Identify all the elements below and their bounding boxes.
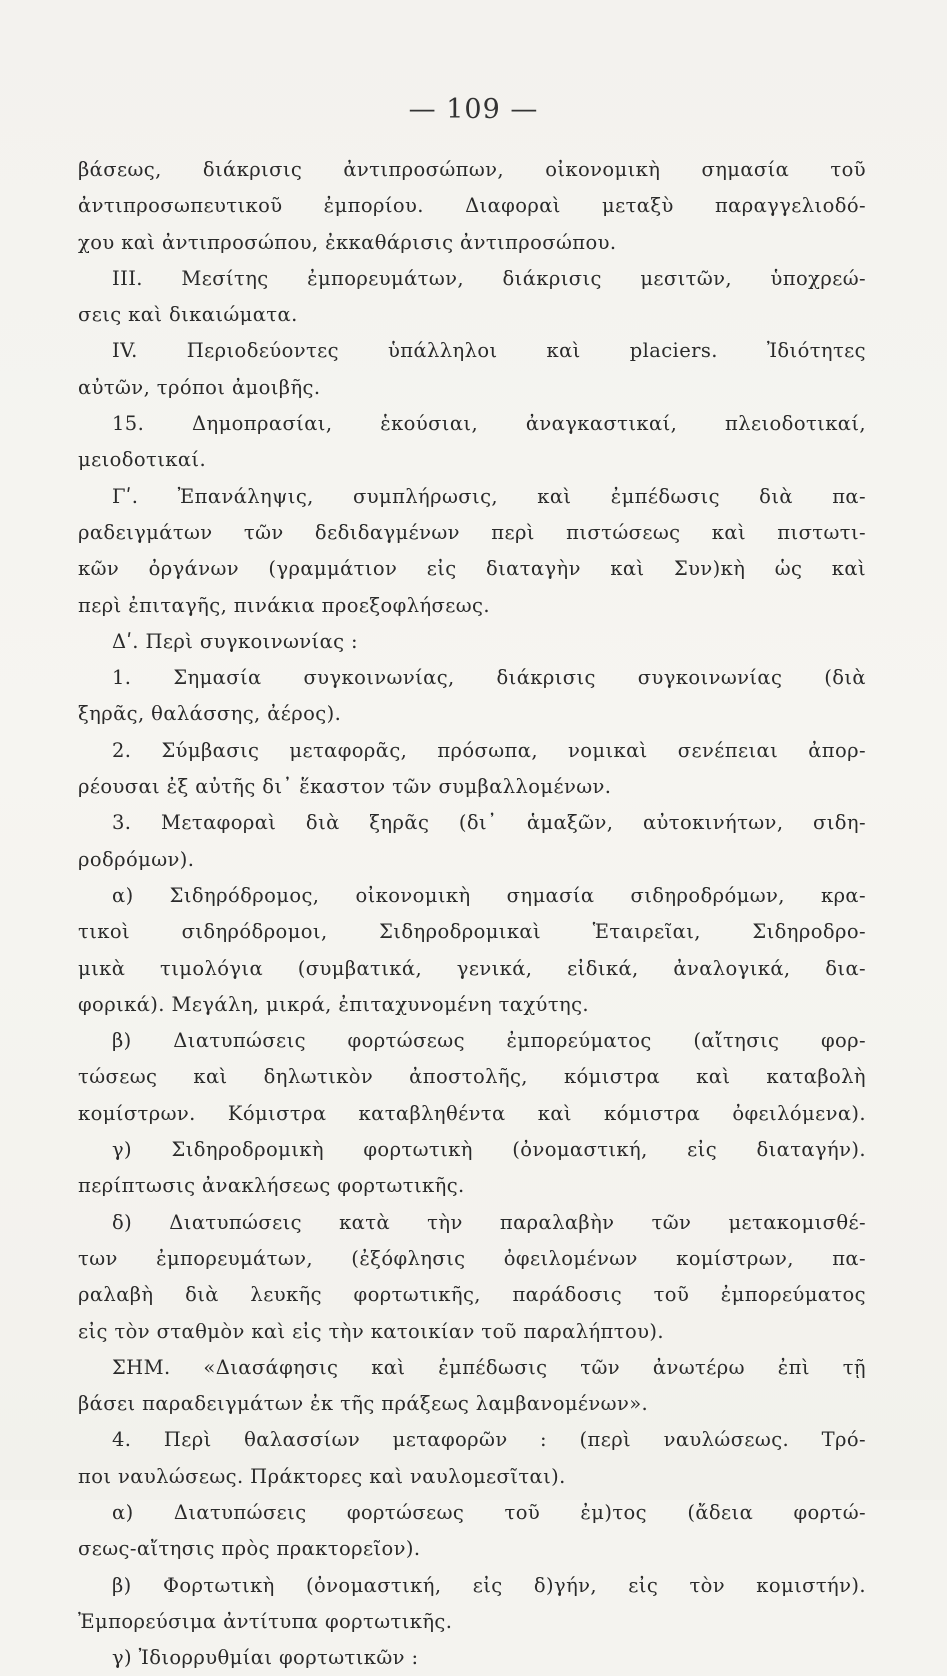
text-line: δ) Διατυπώσεις κατὰ τὴν παραλαβὴν τῶν μετακομισθέ- xyxy=(112,1210,866,1234)
text-line: των ἐμπορευμάτων, (ἐξόφλησις ὀφειλομένων κομίστρων, πα- xyxy=(78,1246,866,1270)
text-line: μικὰ τιμολόγια (συμβατικά, γενικά, εἰδικά, ἀναλογικά, δια- xyxy=(78,956,866,980)
text-line: αὐτῶν, τρόποι ἀμοιβῆς. xyxy=(78,375,321,399)
text-line: κῶν ὀργάνων (γραμμάτιον εἰς διαταγὴν καὶ Συν)κὴ ὡς καὶ xyxy=(78,557,866,581)
text-line: 1. Σημασία συγκοινωνίας, διάκρισις συγκοινωνίας (διὰ xyxy=(112,666,866,690)
text-line: γ) Σιδηροδρομικὴ φορτωτικὴ (ὀνομαστική, εἰς διαταγήν). xyxy=(112,1138,866,1162)
text-line: κομίστρων. Κόμιστρα καταβληθέντα καὶ κόμιστρα ὀφειλόμενα). xyxy=(78,1101,866,1125)
text-line: ποι ναυλώσεως. Πράκτορες καὶ ναυλομεσῖται). xyxy=(78,1464,566,1488)
text-line: μειοδοτικαί. xyxy=(78,448,207,472)
text-line: 3. Μεταφοραὶ διὰ ξηρᾶς (δι᾽ ἁμαξῶν, αὐτοκινήτων, σιδη- xyxy=(112,811,866,835)
text-line: 2. Σύμβασις μεταφορᾶς, πρόσωπα, νομικαὶ σενέπειαι ἀπορ- xyxy=(112,738,866,762)
text-line: Γʹ. Ἐπανάληψις, συμπλήρωσις, καὶ ἐμπέδωσις διὰ πα- xyxy=(112,484,866,508)
text-line: εἰς τὸν σταθμὸν καὶ εἰς τὴν κατοικίαν τοῦ παραλήπτου). xyxy=(78,1319,664,1343)
text-line: ροδρόμων). xyxy=(78,847,195,871)
text-line: γ) Ἰδιορρυθμίαι φορτωτικῶν : xyxy=(112,1646,419,1670)
text-line: IV. Περιοδεύοντες ὑπάλληλοι καὶ placiers. Ἰδιότητες xyxy=(112,339,866,363)
page-number: — 109 — xyxy=(408,94,539,125)
text-line: 15. Δημοπρασίαι, ἑκούσιαι, ἀναγκαστικαί, πλειοδοτικαί, xyxy=(112,412,866,436)
text-line: βάσει παραδειγμάτων ἐκ τῆς πράξεως λαμβανομένων». xyxy=(78,1392,649,1416)
text-line: α) Σιδηρόδρομος, οἰκονομικὴ σημασία σιδηροδρόμων, κρα- xyxy=(112,883,866,907)
text-line: σεως-αἴτησις πρὸς πρακτορεῖον). xyxy=(78,1537,421,1561)
text-line: ραλαβὴ διὰ λευκῆς φορτωτικῆς, παράδοσις τοῦ ἐμπορεύματος xyxy=(78,1283,866,1307)
body-text xyxy=(78,152,866,1676)
text-line: τικοὶ σιδηρόδρομοι, Σιδηροδρομικαὶ Ἑταιρεῖαι, Σιδηροδρο- xyxy=(78,920,866,944)
text-line: βάσεως, διάκρισις ἀντιπροσώπων, οἰκονομικὴ σημασία τοῦ xyxy=(78,158,866,181)
text-line: περίπτωσις ἀνακλήσεως φορτωτικῆς. xyxy=(78,1174,465,1198)
text-line: ραδειγμάτων τῶν δεδιδαγμένων περὶ πιστώσεως καὶ πιστωτι- xyxy=(78,520,866,544)
text-line: τώσεως καὶ δηλωτικὸν ἀποστολῆς, κόμιστρα καὶ καταβολὴ xyxy=(78,1065,866,1089)
text-line: ρέουσαι ἐξ αὐτῆς δι᾽ ἕκαστον τῶν συμβαλλομένων. xyxy=(78,775,612,799)
text-line: β) Διατυπώσεις φορτώσεως ἐμπορεύματος (αἴτησις φορ- xyxy=(112,1029,866,1053)
text-line: ξηρᾶς, θαλάσσης, ἀέρος). xyxy=(78,702,342,726)
text-line: III. Μεσίτης ἐμπορευμάτων, διάκρισις μεσιτῶν, ὑποχρεώ- xyxy=(112,266,866,290)
text-line: χου καὶ ἀντιπροσώπου, ἐκκαθάρισις ἀντιπροσώπου. xyxy=(78,230,617,254)
text-line: Ἐμπορεύσιμα ἀντίτυπα φορτωτικῆς. xyxy=(78,1609,453,1633)
text-line: α) Διατυπώσεις φορτώσεως τοῦ ἐμ)τος (ἄδεια φορτώ- xyxy=(112,1500,866,1524)
text-line: φορικά). Μεγάλη, μικρά, ἐπιταχυνομένη ταχύτης. xyxy=(78,992,590,1016)
text-line: Δʹ. Περὶ συγκοινωνίας : xyxy=(112,629,359,653)
text-line: περὶ ἐπιταγῆς, πινάκια προεξοφλήσεως. xyxy=(78,593,490,617)
text-line: ΣΗΜ. «Διασάφησις καὶ ἐμπέδωσις τῶν ἀνωτέρω ἐπὶ τῇ xyxy=(112,1355,866,1379)
text-line: ἀντιπροσωπευτικοῦ ἐμπορίου. Διαφοραὶ μεταξὺ παραγγελιοδό- xyxy=(78,194,866,218)
text-line: 4. Περὶ θαλασσίων μεταφορῶν : (περὶ ναυλώσεως. Τρό- xyxy=(112,1428,866,1452)
text-line: σεις καὶ δικαιώματα. xyxy=(78,303,298,327)
text-line: β) Φορτωτικὴ (ὀνομαστική, εἰς δ)γήν, εἰς τὸν κομιστήν). xyxy=(112,1573,866,1597)
